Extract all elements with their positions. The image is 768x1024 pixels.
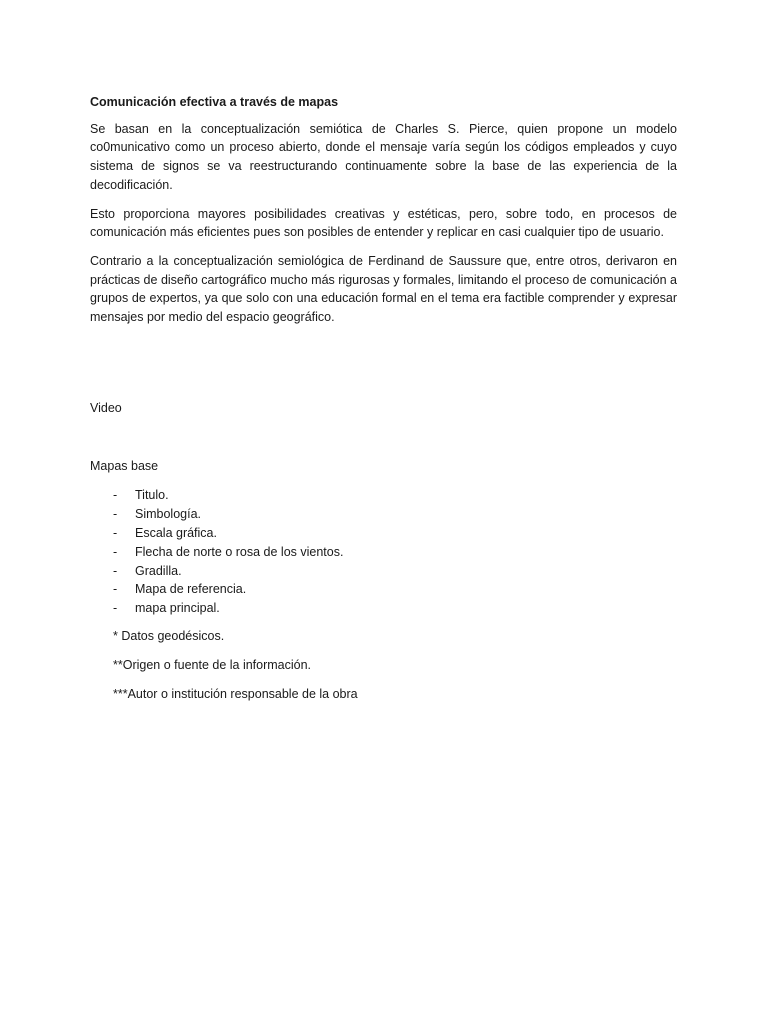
list-item-text: Titulo. bbox=[135, 488, 169, 502]
list-item bbox=[113, 580, 343, 599]
list-dash: - bbox=[113, 582, 118, 597]
mapas-base-heading: Mapas base bbox=[90, 459, 159, 473]
paragraph-saussure: Contrario a la conceptualización semiológica de Ferdinand de Saussure que, entre otros, derivaron en prácticas de diseño cartográfico mucho más rigurosas y formales, limitando el proceso de comunicación a grupos de expertos, ya que solo con una educación formal en el tema era factible comprender y expresar mensajes por medio del espacio geográfico. bbox=[90, 253, 677, 325]
list-item-text: Gradilla. bbox=[135, 563, 182, 578]
list-item-text: Flecha de norte o rosa de los vientos. bbox=[135, 544, 344, 559]
list-dash: - bbox=[113, 544, 118, 559]
list-item-text: Mapa de referencia. bbox=[135, 582, 247, 597]
note-datos-geodesicos: * Datos geodésicos. bbox=[113, 629, 225, 643]
document-page bbox=[90, 93, 677, 701]
list-dash: - bbox=[113, 601, 118, 616]
list-item-text: mapa principal. bbox=[135, 601, 220, 616]
list-item bbox=[113, 599, 343, 618]
note-autor-institucion: ***Autor o institución responsable de la obra bbox=[113, 687, 358, 701]
list-item bbox=[113, 562, 343, 581]
list-item bbox=[113, 505, 343, 524]
list-dash: - bbox=[113, 488, 118, 502]
list-dash: - bbox=[113, 506, 118, 521]
mapas-base-list bbox=[113, 486, 343, 618]
paragraph-posibilidades: Esto proporciona mayores posibilidades creativas y estéticas, pero, sobre todo, en procesos de comunicación más eficientes pues son posibles de entender y replicar en casi cualquier tipo de usuario. bbox=[90, 206, 677, 240]
list-dash: - bbox=[113, 563, 118, 578]
list-dash: - bbox=[113, 525, 118, 540]
list-item-text: Escala gráfica. bbox=[135, 525, 217, 540]
note-origen-fuente: **Origen o fuente de la información. bbox=[113, 658, 312, 672]
document-title: Comunicación efectiva a través de mapas bbox=[90, 95, 339, 109]
video-label: Video bbox=[90, 401, 122, 415]
list-item bbox=[113, 524, 343, 543]
notes-block bbox=[113, 627, 358, 714]
paragraph-pierce: Se basan en la conceptualización semiótica de Charles S. Pierce, quien propone un modelo co0municativo como un proceso abierto, donde el mensaje varía según los códigos empleados y cuyo sistema de signos se va reestructurando continuamente sobre la base de las experiencia de la decodificación. bbox=[90, 121, 677, 192]
list-item-text: Simbología. bbox=[135, 506, 202, 521]
list-item bbox=[113, 486, 343, 505]
list-item bbox=[113, 543, 343, 562]
